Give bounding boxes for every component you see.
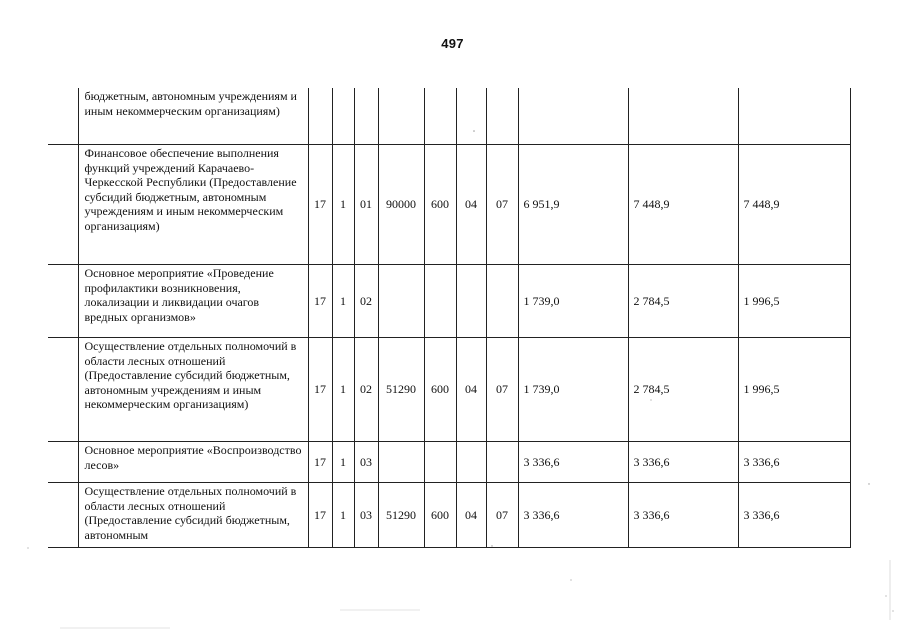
code-section [456,442,486,483]
code-subprogram: 1 [332,145,354,265]
code-event: 02 [354,338,378,442]
code-section [456,265,486,338]
code-direction [378,88,424,145]
code-expense-type [424,88,456,145]
code-ministry: 17 [308,338,332,442]
table-row [48,265,850,338]
code-event: 01 [354,145,378,265]
row-marker-cell [48,483,78,548]
code-subsection [486,265,518,338]
row-marker-cell [48,338,78,442]
code-subprogram: 1 [332,338,354,442]
code-ministry: 17 [308,442,332,483]
item-name: Осуществление отдельных полномочий в области лесных отношений (Предоставление субсидий бюджетным, автономным учреждениям и иным некоммерческим организациям) [78,338,308,442]
code-subprogram [332,88,354,145]
amount-year-3: 1 996,5 [738,265,850,338]
code-section: 04 [456,483,486,548]
code-direction [378,442,424,483]
code-subsection: 07 [486,145,518,265]
code-event [354,88,378,145]
code-subsection: 07 [486,338,518,442]
code-subprogram: 1 [332,442,354,483]
item-name: Основное мероприятие «Воспроизводство лесов» [78,442,308,483]
table-row [48,442,850,483]
table-row [48,88,850,145]
code-expense-type: 600 [424,338,456,442]
amount-year-2: 2 784,5 [628,265,738,338]
amount-year-3 [738,88,850,145]
table-row [48,338,850,442]
item-name: Финансовое обеспечение выполнения функций учреждений Карачаево-Черкесской Республики (Предоставление субсидий бюджетным, автономным учреждениям и иным некоммерческим организациям) [78,145,308,265]
item-name: Осуществление отдельных полномочий в области лесных отношений (Предоставление субсидий бюджетным, автономным [78,483,308,548]
code-expense-type [424,265,456,338]
code-expense-type [424,442,456,483]
code-subsection [486,88,518,145]
code-section [456,88,486,145]
code-direction: 51290 [378,338,424,442]
amount-year-1: 1 739,0 [518,338,628,442]
amount-year-3: 1 996,5 [738,338,850,442]
table-row [48,483,850,548]
page-number: 497 [441,36,464,51]
row-marker-cell [48,442,78,483]
code-subprogram: 1 [332,265,354,338]
row-marker-cell [48,88,78,145]
amount-year-3: 3 336,6 [738,483,850,548]
table-row [48,145,850,265]
amount-year-1: 1 739,0 [518,265,628,338]
code-ministry [308,88,332,145]
code-expense-type: 600 [424,483,456,548]
amount-year-3: 7 448,9 [738,145,850,265]
code-section: 04 [456,338,486,442]
code-event: 03 [354,442,378,483]
code-expense-type: 600 [424,145,456,265]
code-subprogram: 1 [332,483,354,548]
code-event: 03 [354,483,378,548]
amount-year-1: 3 336,6 [518,483,628,548]
amount-year-2 [628,88,738,145]
amount-year-2: 7 448,9 [628,145,738,265]
code-ministry: 17 [308,483,332,548]
code-ministry: 17 [308,265,332,338]
code-direction: 51290 [378,483,424,548]
code-subsection [486,442,518,483]
code-section: 04 [456,145,486,265]
code-direction: 90000 [378,145,424,265]
amount-year-2: 2 784,5 [628,338,738,442]
code-event: 02 [354,265,378,338]
code-subsection: 07 [486,483,518,548]
amount-year-1 [518,88,628,145]
row-marker-cell [48,265,78,338]
amount-year-3: 3 336,6 [738,442,850,483]
amount-year-1: 3 336,6 [518,442,628,483]
amount-year-1: 6 951,9 [518,145,628,265]
code-direction [378,265,424,338]
item-name: Основное мероприятие «Проведение профилактики возникновения, локализации и ликвидации очагов вредных организмов» [78,265,308,338]
item-name: бюджетным, автономным учреждениям и иным некоммерческим организациям) [78,88,308,145]
code-ministry: 17 [308,145,332,265]
amount-year-2: 3 336,6 [628,442,738,483]
budget-table [48,88,851,548]
amount-year-2: 3 336,6 [628,483,738,548]
row-marker-cell [48,145,78,265]
